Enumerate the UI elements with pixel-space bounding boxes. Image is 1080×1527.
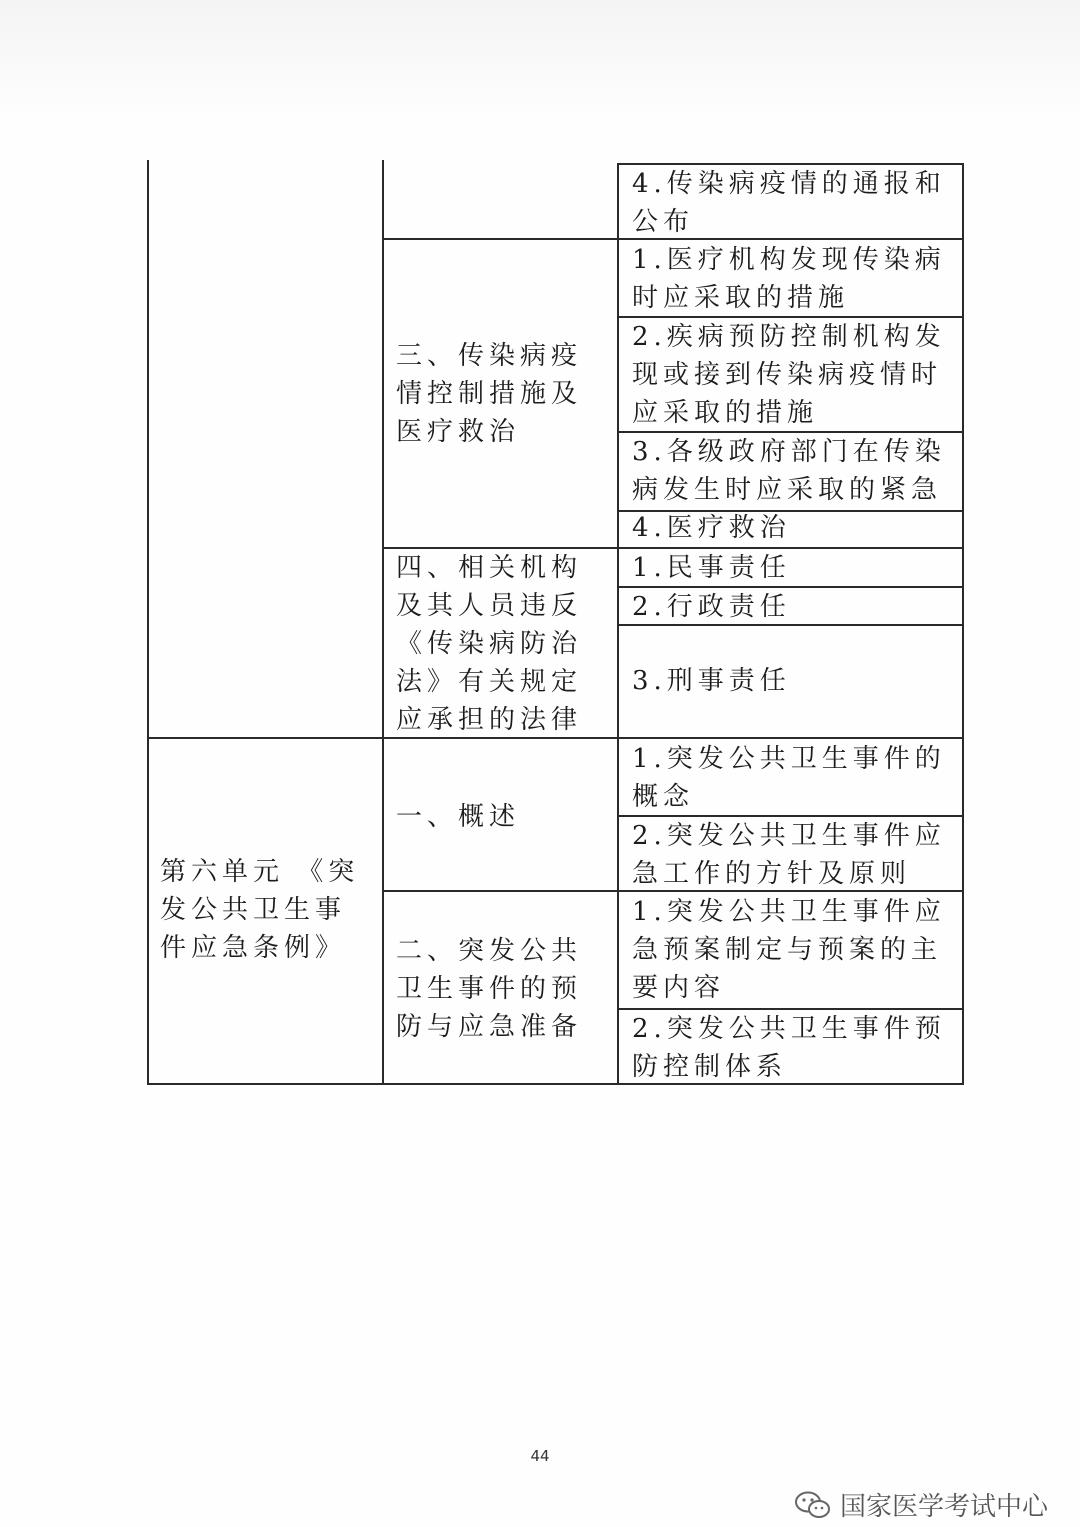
unit-six-title: 第六单元 《突发公共卫生事件应急条例》 — [160, 857, 360, 963]
outline-item: 2.疾病预防控制机构发现或接到传染病疫情时应采取的措施 — [632, 322, 946, 428]
table-border-left — [147, 160, 149, 1085]
outline-item: 2.行政责任 — [632, 592, 791, 622]
section-four-title: 四、相关机构及其人员违反《传染病防治法》有关规定应承担的法律 — [396, 553, 583, 735]
outline-item: 3.刑事责任 — [632, 666, 791, 696]
outline-item: 2.突发公共卫生事件预防控制体系 — [632, 1014, 946, 1082]
table-divider-col1 — [382, 160, 384, 1085]
outline-item: 1.突发公共卫生事件的概念 — [632, 744, 946, 812]
outline-item: 2.突发公共卫生事件应急工作的方针及原则 — [632, 821, 946, 889]
watermark — [794, 1486, 1048, 1523]
wechat-icon — [794, 1490, 832, 1520]
section-two-title: 二、突发公共卫生事件的预防与应急准备 — [396, 936, 583, 1042]
outline-item: 4.传染病疫情的通报和公布 — [632, 169, 946, 237]
outline-item: 1.突发公共卫生事件应急预案制定与预案的主要内容 — [632, 897, 946, 1003]
page-number: 44 — [530, 1447, 550, 1465]
outline-item: 1.医疗机构发现传染病时应采取的措施 — [632, 245, 946, 313]
outline-item: 1.民事责任 — [632, 553, 791, 583]
outline-item: 4.医疗救治 — [632, 513, 791, 543]
section-three-title: 三、传染病疫情控制措施及医疗救治 — [396, 341, 583, 447]
page-background — [0, 0, 1080, 120]
section-one-title: 一、概述 — [396, 802, 521, 832]
watermark-text: 国家医学考试中心 — [839, 1492, 1048, 1522]
outline-item: 3.各级政府部门在传染病发生时应采取的紧急 — [632, 437, 946, 505]
